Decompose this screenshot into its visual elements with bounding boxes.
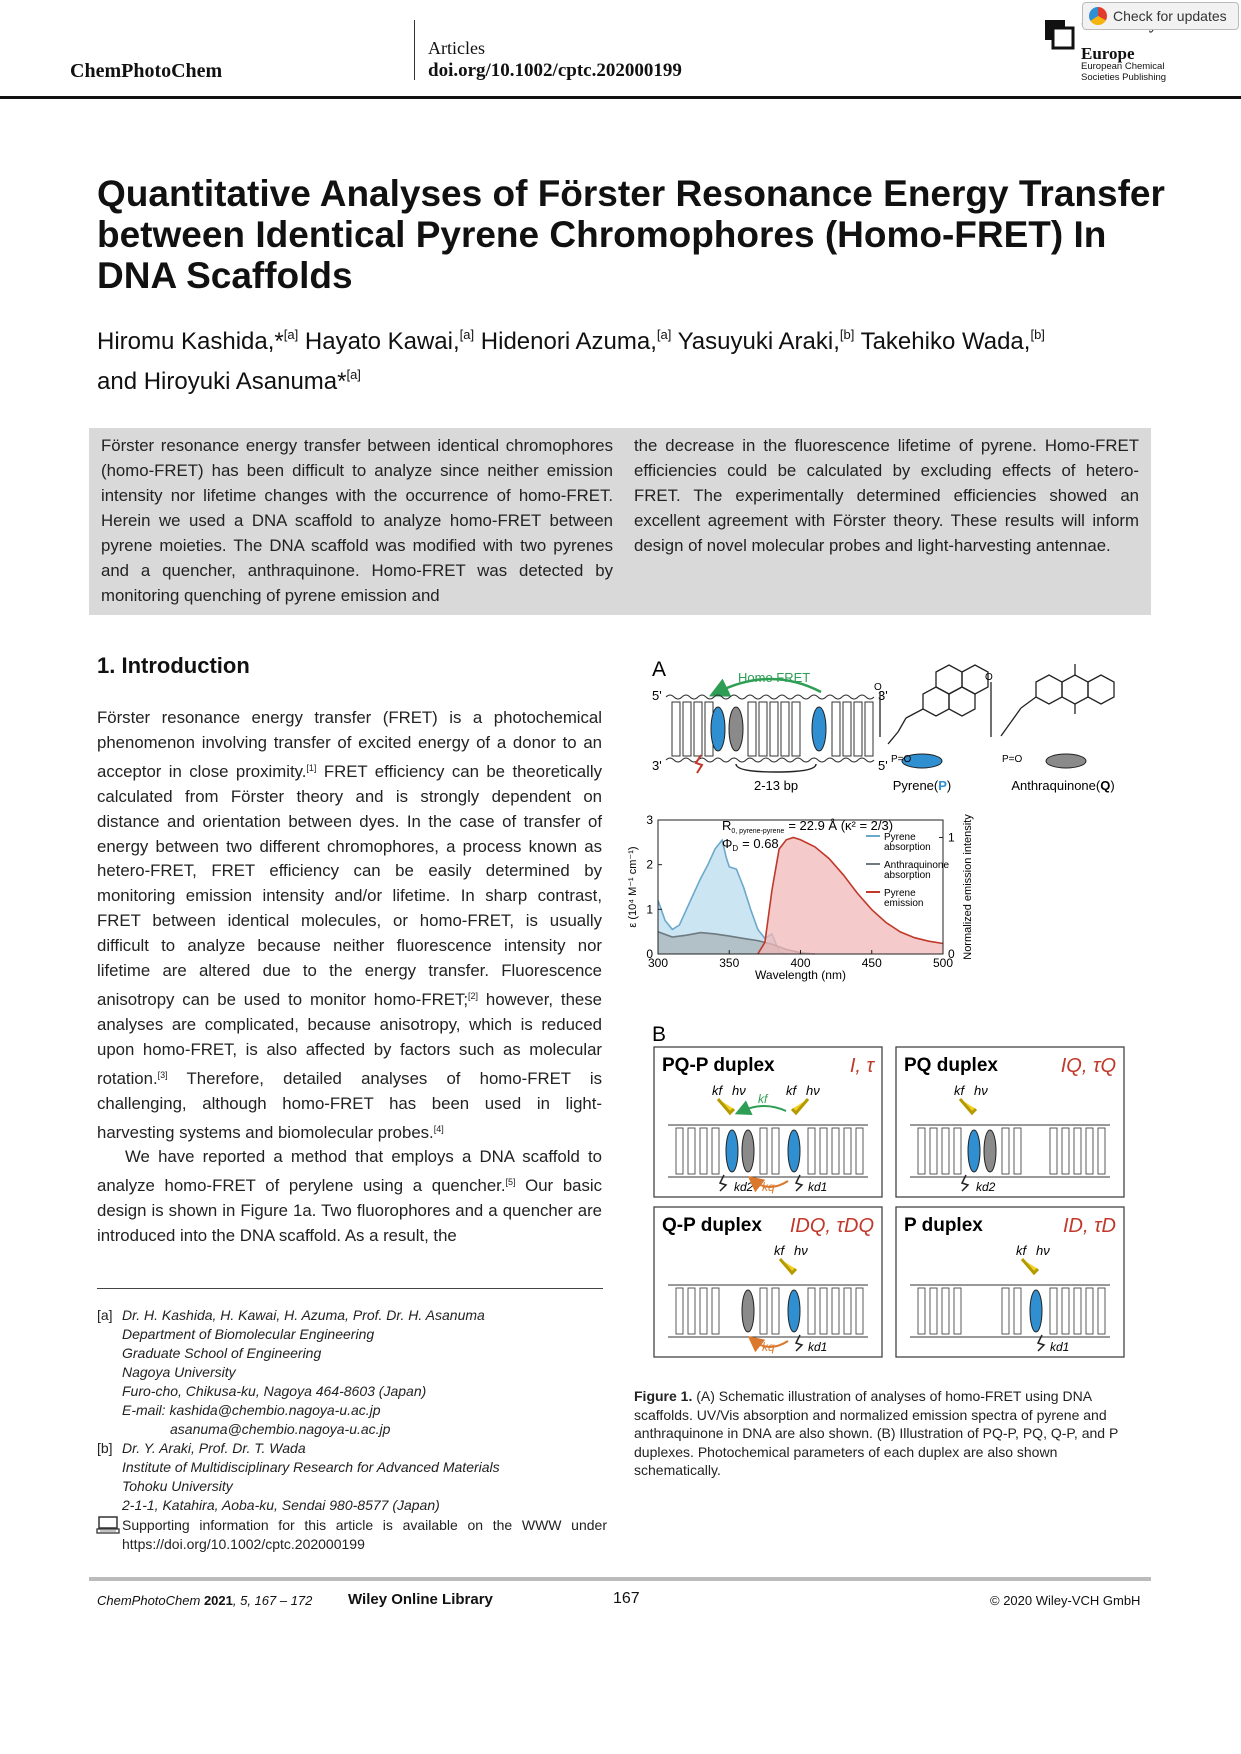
phi-value: = 0.68 <box>742 836 779 851</box>
publisher-name-line2: Europe <box>1081 44 1135 63</box>
author-affiliation: [a] <box>459 327 475 342</box>
base-pair <box>1062 1288 1069 1334</box>
email-link[interactable]: E-mail: kashida@chembio.nagoya-u.ac.jp <box>122 1402 381 1418</box>
base-pair <box>772 1128 779 1174</box>
bp-brace <box>736 764 816 772</box>
base-pair <box>856 1128 863 1174</box>
base-pair <box>700 1128 707 1174</box>
affiliation-a <box>97 1306 607 1439</box>
pyrene-structure <box>880 665 988 744</box>
figure-1 <box>627 652 1136 1372</box>
caption-label: Figure 1. <box>634 1388 693 1404</box>
duplex-params: ID, τD <box>1062 1215 1116 1237</box>
kd1-label: kd1 <box>1050 1340 1070 1354</box>
kd1-label: kd1 <box>808 1180 828 1194</box>
bp-label: 2-13 bp <box>754 778 799 793</box>
pyrene-label: Pyrene( <box>892 778 939 793</box>
base-pair <box>820 1288 827 1334</box>
base-pair <box>772 1288 779 1334</box>
r0-annotation <box>722 818 893 835</box>
dna-strand-top <box>666 695 874 699</box>
base-pair <box>712 1128 719 1174</box>
anthraquinone-name <box>1011 778 1114 793</box>
pyrene-name <box>893 778 952 793</box>
legend-label: absorption <box>884 842 931 853</box>
author-name: and Hiroyuki Asanuma* <box>97 368 347 395</box>
affiliation-line: 2-1-1, Katahira, Aoba-ku, Sendai 980-8577 (Japan) <box>122 1497 440 1513</box>
kf-label: kf <box>954 1083 965 1098</box>
base-pair <box>930 1288 937 1334</box>
hv-label: hν <box>806 1083 820 1098</box>
text: Förster resonance energy transfer (FRET) is a photochemical phenomenon involving transfer of excited energy of a donor to an acceptor in close proximity. <box>97 708 602 781</box>
phi-symbol: Φ <box>722 836 733 851</box>
x-tick-label: 500 <box>932 956 954 970</box>
text: Therefore, detailed analyses of homo-FRET is challenging, although homo-FRET has been used in light-harvesting systems and biomolecular probes. <box>97 1068 602 1142</box>
r0-symbol: R <box>722 818 732 833</box>
paragraph <box>97 1145 602 1249</box>
base-pair <box>832 1128 839 1174</box>
y2-tick-label: 1 <box>948 830 955 845</box>
base-pair <box>1098 1288 1105 1334</box>
kd2-label: kd2 <box>976 1180 996 1194</box>
publisher-sub2: Societies Publishing <box>1081 72 1167 83</box>
structure-atom: P=O <box>1002 754 1023 765</box>
figure-caption <box>634 1387 1134 1480</box>
base-pair <box>844 1288 851 1334</box>
duplex-panels <box>654 1047 1124 1357</box>
structure-atom: P=O <box>891 754 912 765</box>
base-pair <box>1014 1128 1021 1174</box>
footer-rule <box>89 1577 1151 1581</box>
hv-label: hν <box>1036 1243 1050 1258</box>
author-name: Hayato Kawai, <box>304 328 460 355</box>
journal-name: ChemPhotoChem <box>70 60 223 82</box>
author-affiliation: [b] <box>1030 327 1045 342</box>
pyrene <box>788 1290 800 1332</box>
article-title: Quantitative Analyses of Förster Resonance Energy Transfer between Identical Pyrene Chromophores (Homo-FRET) In DNA Scaffolds <box>97 173 1165 296</box>
base-pair <box>760 1288 767 1334</box>
x-tick-label: 300 <box>647 956 669 970</box>
supporting-info-text[interactable]: Supporting information for this article is available on the WWW under https://doi.org/10.1002/cptc.202000199 <box>122 1517 607 1552</box>
author-name: Hiromu Kashida,* <box>97 328 284 355</box>
affiliation-line: Furo-cho, Chikusa-ku, Nagoya 464-8603 (Japan) <box>122 1383 427 1399</box>
affiliation-key: [a] <box>97 1307 113 1323</box>
duplex-params: IQ, τQ <box>1060 1055 1116 1077</box>
base-pair <box>820 1128 827 1174</box>
author-affiliation: [a] <box>656 327 672 342</box>
check-for-updates-button[interactable] <box>1082 2 1239 30</box>
wiley-online-library-link[interactable]: Wiley Online Library <box>348 1591 493 1608</box>
pyrene-donor <box>711 707 725 751</box>
base-pair <box>676 1288 683 1334</box>
base-pair <box>918 1128 925 1174</box>
introduction-body <box>97 706 602 1249</box>
base-pair <box>712 1288 719 1334</box>
affiliation-line: Department of Biomolecular Engineering <box>122 1326 375 1342</box>
base-pair <box>930 1128 937 1174</box>
duplex-box <box>896 1047 1124 1197</box>
header-divider <box>414 20 415 80</box>
anthraquinone <box>984 1130 996 1172</box>
anthraquinone-q: Q <box>1100 778 1111 793</box>
homo-fret-label: Homo FRET <box>738 670 811 685</box>
kf-label: kf <box>786 1083 797 1098</box>
computer-icon <box>97 1516 119 1534</box>
y-tick-label: 1 <box>646 902 653 917</box>
citation[interactable]: [3] <box>157 1069 168 1080</box>
x-axis-label: Wavelength (nm) <box>755 968 846 982</box>
phi-sub: D <box>732 844 739 853</box>
affiliation-line: Nagoya University <box>122 1364 236 1380</box>
author-affiliation: [b] <box>839 327 855 342</box>
kf-label: kf <box>758 1092 768 1106</box>
base-pair <box>1086 1128 1093 1174</box>
base-pair <box>1074 1288 1081 1334</box>
header-rule <box>0 96 1241 99</box>
base-pair <box>808 1288 815 1334</box>
kd2-label: kd2 <box>734 1180 754 1194</box>
base-pair <box>942 1288 949 1334</box>
anthraquinone-structure <box>991 664 1114 737</box>
affiliation-line: Dr. Y. Araki, Prof. Dr. T. Wada <box>122 1440 306 1456</box>
base-pair <box>954 1288 961 1334</box>
hv-label: hν <box>794 1243 808 1258</box>
base-pair <box>832 1288 839 1334</box>
base-pair <box>1062 1128 1069 1174</box>
panel-a-label: A <box>652 658 667 681</box>
legend-label: Pyrene <box>884 888 916 899</box>
anthraquinone-label: Anthraquinone( <box>1011 778 1101 793</box>
end-label: 3' <box>878 688 888 703</box>
kf-label: kf <box>1016 1243 1027 1258</box>
base-pair <box>1002 1288 1009 1334</box>
page-number: 167 <box>613 1590 640 1607</box>
y-axis-label: ε (10⁴ M⁻¹ cm⁻¹) <box>627 846 639 928</box>
kf-label: kf <box>712 1083 723 1098</box>
r0-value: = 22.9 Å (κ² = 2/3) <box>788 818 894 833</box>
author-affiliation: [a] <box>346 367 361 382</box>
abstract-column-1: Förster resonance energy transfer between identical chromophores (homo-FRET) has been difficult to analyze since neither emission intensity nor lifetime changes with the occurrence of homo-FRET. Herein we used a DNA scaffold to analyze homo-FRET between pyrene moieties. The DNA scaffold was modified with two pyrenes and a quencher, anthraquinone. Homo-FRET was detected by monitoring quenching of pyrene emission and <box>101 436 613 605</box>
duplex-name: Q-P duplex <box>662 1215 762 1236</box>
base-pair <box>676 1128 683 1174</box>
base-pair <box>808 1128 815 1174</box>
duplex-box <box>654 1207 882 1357</box>
legend-label: Anthraquinone <box>884 860 950 871</box>
base-pair <box>1098 1128 1105 1174</box>
author-affiliation: [a] <box>283 327 299 342</box>
kq-label: kq <box>762 1340 775 1354</box>
base-pair <box>844 1128 851 1174</box>
base-pair <box>700 1288 707 1334</box>
phi-annotation <box>722 836 779 853</box>
anthraquinone <box>742 1130 754 1172</box>
author-name: Takehiko Wada, <box>860 328 1031 355</box>
author-name: Hidenori Azuma, <box>480 328 657 355</box>
footnote-rule <box>97 1288 603 1289</box>
pyrene <box>788 1130 800 1172</box>
affiliation-lines <box>122 1306 485 1439</box>
email-link[interactable]: asanuma@chembio.nagoya-u.ac.jp <box>170 1421 391 1437</box>
r0-sub: 0, pyrene-pyrene <box>731 828 785 835</box>
anthraquinone-quencher <box>729 707 743 751</box>
kd1-label: kd1 <box>808 1340 828 1354</box>
check-updates-label: Check for updates <box>1113 8 1227 24</box>
citation[interactable]: [1] <box>306 762 317 773</box>
base-pair <box>1086 1288 1093 1334</box>
paren: ) <box>1110 778 1115 793</box>
base-pair <box>1074 1128 1081 1174</box>
base-pair <box>1014 1288 1021 1334</box>
footer-journal: ChemPhotoChem <box>97 1593 201 1608</box>
spectra-chart <box>627 813 974 982</box>
text: We have reported a method that employs a DNA scaffold to analyze homo-FRET of perylene using a quencher. <box>97 1147 602 1196</box>
affiliation-line: Institute of Multidisciplinary Research for Advanced Materials <box>122 1459 500 1475</box>
legend-label: absorption <box>884 870 931 881</box>
x-tick-label: 400 <box>790 956 811 970</box>
author-list <box>97 318 1157 398</box>
citation[interactable]: [2] <box>467 990 478 1001</box>
copyright: © 2020 Wiley-VCH GmbH <box>990 1593 1141 1608</box>
base-pair <box>856 1288 863 1334</box>
base-pair <box>1050 1128 1057 1174</box>
duplex-name: P duplex <box>904 1215 983 1236</box>
structure-atom: O <box>874 682 882 693</box>
y-tick-label: 0 <box>646 947 653 961</box>
duplex-box <box>654 1047 882 1197</box>
pyrene <box>1030 1290 1042 1332</box>
duplex-params: IDQ, τDQ <box>789 1215 874 1237</box>
chemistry-europe-logo-icon <box>1045 20 1075 50</box>
base-pair <box>954 1128 961 1174</box>
pyrene-acceptor <box>812 707 826 751</box>
figure-1-graphic <box>627 652 1136 1372</box>
legend-label: Pyrene <box>884 832 916 843</box>
structure-atom: O <box>985 672 993 683</box>
hv-label: hν <box>732 1083 746 1098</box>
check-updates-icon <box>1089 7 1107 25</box>
y-tick-label: 2 <box>646 857 653 872</box>
introduction-heading: 1. Introduction <box>97 653 250 678</box>
y2-tick-label: 0 <box>948 947 955 961</box>
kf-label: kf <box>774 1243 785 1258</box>
hv-label: hν <box>974 1083 988 1098</box>
end-label: 3' <box>652 758 662 773</box>
base-pair <box>760 1128 767 1174</box>
legend-label: emission <box>884 898 924 909</box>
affiliation-line: Graduate School of Engineering <box>122 1345 322 1361</box>
footer-volume: , 5, 167 – 172 <box>232 1593 313 1608</box>
anthraquinone <box>742 1290 754 1332</box>
panel-b-label: B <box>652 1023 667 1046</box>
y2-axis-label: Normalized emission intensity <box>962 814 974 960</box>
text: however, these analyses are complicated, because anisotropy, which is reduced upon homo-FRET, is also affected by factors such as molecular rotation. <box>97 989 602 1088</box>
affiliation-b <box>97 1439 607 1515</box>
affiliations <box>97 1306 607 1515</box>
base-pair <box>688 1288 695 1334</box>
base-pairs <box>672 702 873 756</box>
x-tick-label: 350 <box>719 956 740 970</box>
kq-label: kq <box>762 1180 775 1194</box>
section-label: Articles <box>428 38 485 58</box>
base-pair <box>688 1128 695 1174</box>
affiliation-lines <box>122 1439 500 1515</box>
end-label: 5' <box>878 758 888 773</box>
paren: ) <box>946 778 952 793</box>
affiliation-key: [b] <box>97 1440 113 1456</box>
text: FRET efficiency can be theoretically calculated from Förster theory and is strongly dependent on distance and orientation between dyes. In the case of transfer of energy between two different chromophores, a process known as hetero-FRET, FRET efficiency can be easily determined by monitoring emission intensity and/or lifetime. In sharp contrast, FRET between identical molecules, or homo-FRET, is usually difficult to analyze because neither fluorescence intensity nor lifetime are altered due to the energy transfer. Fluorescence anisotropy can be used to monitor homo-FRET; <box>97 761 602 1009</box>
duplex-params: I, τ <box>849 1055 874 1077</box>
base-pair <box>1002 1128 1009 1174</box>
base-pair <box>1050 1288 1057 1334</box>
base-pair <box>918 1288 925 1334</box>
duplex-name: PQ-P duplex <box>662 1055 775 1076</box>
base-pair <box>942 1128 949 1174</box>
end-label: 5' <box>652 688 662 703</box>
x-tick-label: 450 <box>861 956 882 970</box>
duplex-name: PQ duplex <box>904 1055 998 1076</box>
citation[interactable]: [4] <box>433 1123 444 1134</box>
footer-year: 2021 <box>203 1593 233 1608</box>
anthraquinone-symbol <box>1046 754 1086 768</box>
citation[interactable]: [5] <box>505 1177 516 1188</box>
affiliation-line: Dr. H. Kashida, H. Kawai, H. Azuma, Prof. Dr. H. Asanuma <box>122 1307 485 1323</box>
text: Our basic design is shown in Figure 1a. Two fluorophores and a quencher are introduced into the DNA scaffold. As a result, the <box>97 1176 602 1246</box>
pyrene <box>968 1130 980 1172</box>
abstract-box <box>89 428 1151 615</box>
y-tick-label: 3 <box>646 813 653 827</box>
publisher-sub1: European Chemical <box>1081 61 1165 72</box>
caption-text: (A) Schematic illustration of analyses of homo-FRET using DNA scaffolds. UV/Vis absorption and normalized emission spectra of pyrene and anthraquinone in DNA are also shown. (B) Illustration of PQ-P, PQ, Q-P, and P duplexes. Photochemical parameters of each duplex are also shown schematically. <box>634 1388 1119 1478</box>
pyrene <box>726 1130 738 1172</box>
duplex-box <box>896 1207 1124 1357</box>
doi-link[interactable]: doi.org/10.1002/cptc.202000199 <box>428 60 682 81</box>
paragraph <box>97 706 602 1145</box>
footer-citation <box>97 1593 312 1608</box>
author-name: Yasuyuki Araki, <box>677 328 840 355</box>
abstract-column-2: the decrease in the fluorescence lifetime of pyrene. Homo-FRET efficiencies could be calculated by excluding effects of hetero-FRET. The experimentally determined efficiencies showed an excellent agreement with Förster theory. These results will inform design of novel molecular probes and light-harvesting antennae. <box>634 436 1139 555</box>
pyrene-p: P <box>938 778 947 793</box>
affiliation-line: Tohoku University <box>122 1478 233 1494</box>
